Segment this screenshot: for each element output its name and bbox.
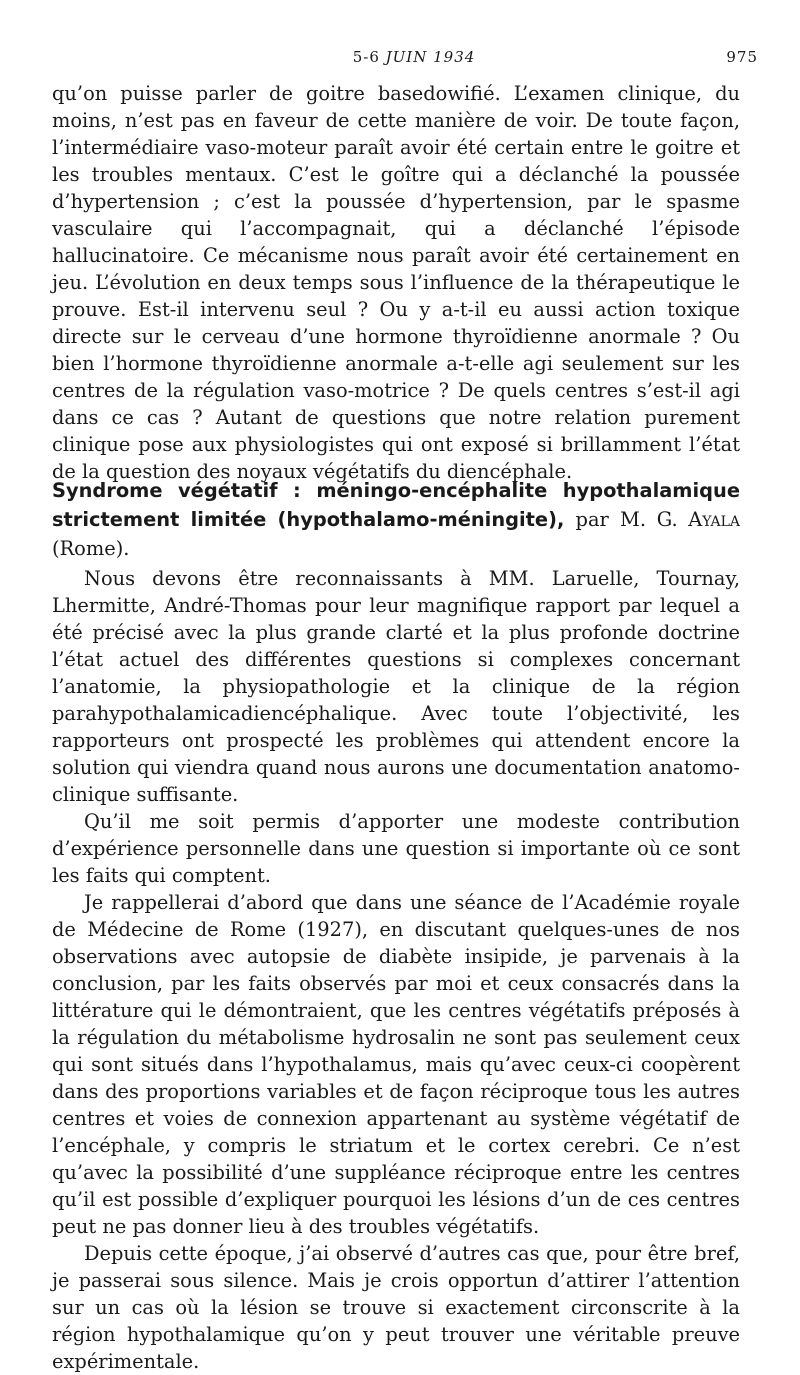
- section-paragraph: Je rappellerai d’abord que dans une séance de l’Académie royale de Médecine de Rome (1927), en discutant quelques-unes de nos observations avec autopsie de diabète insipide, je parvenais à la conclusion, par les faits observés par moi et ceux consacrés dans la littérature qui le démontraient, que les centres végétatifs préposés à la régulation du métabolisme hydrosalin ne sont pas seulement ceux qui sont situés dans l’hypothalamus, mais qu’avec ceux-ci coopèrent dans des proportions variables et de façon réciproque tous les autres centres et voies de connexion appartenant au système végétatif de l’encéphale, y compris le striatum et le cortex cerebri. Ce n’est qu’avec la possibilité d’une suppléance réciproque entre les centres qu’il est possible d’expliquer pourquoi les lésions d’un de ces centres peut ne pas donner lieu à des troubles végétatifs.: [52, 891, 740, 1238]
- section-title: Syndrome végétatif : méningo-encéphalite hypothalamique strictement limitée (hypothalamo-méningite),: [52, 479, 740, 531]
- issue-date-month: JUIN 1934: [385, 48, 476, 66]
- section-by: par: [575, 508, 609, 531]
- section-author: M. G. Ayala: [620, 508, 740, 531]
- running-head: [50, 48, 758, 68]
- section-paragraph: Nous devons être reconnaissants à MM. Laruelle, Tournay, Lhermitte, André-Thomas pour leur magnifique rapport par lequel a été précisé avec la plus grande clarté et la plus profonde doctrine l’état actuel des différentes questions si complexes concernant l’anatomie, la physiopathologie et la clinique de la région parahypothalamicadiencéphalique. Avec toute l’objectivité, les rapporteurs ont prospecté les problèmes qui attendent encore la solution qui viendra quand nous aurons une documentation anatomo-clinique suffisante.: [52, 567, 740, 806]
- issue-date-days: 5-6: [352, 48, 380, 66]
- section-paragraph: Depuis cette époque, j’ai observé d’autres cas que, pour être bref, je passerai sous silence. Mais je crois opportun d’attirer l’attention sur un cas où la lésion se trouve si exactement circonscrite à la région hypothalamique qu’on y peut trouver une véritable preuve expérimentale.: [52, 1242, 740, 1373]
- issue-date: [50, 48, 758, 66]
- continuation-paragraph-block: [52, 80, 740, 485]
- section-body: [52, 565, 740, 1375]
- page-number: 975: [726, 48, 758, 66]
- section-location: (Rome).: [52, 537, 130, 560]
- section-heading: [52, 476, 740, 563]
- section-paragraph: Qu’il me soit permis d’apporter une modeste contribution d’expérience personnelle dans une question si importante où ce sont les faits qui comptent.: [52, 810, 740, 887]
- continuation-paragraph: qu’on puisse parler de goitre basedowifié. L’examen clinique, du moins, n’est pas en faveur de cette manière de voir. De toute façon, l’intermédiaire vaso-moteur paraît avoir été certain entre le goitre et les troubles mentaux. C’est le goître qui a déclanché la poussée d’hypertension ; c’est la poussée d’hypertension, par le spasme vasculaire qui l’accompagnait, qui a déclanché l’épisode hallucinatoire. Ce mécanisme nous paraît avoir été certainement en jeu. L’évolution en deux temps sous l’influence de la thérapeutique le prouve. Est-il intervenu seul ? Ou y a-t-il eu aussi action toxique directe sur le cerveau d’une hormone thyroïdienne anormale ? Ou bien l’hormone thyroïdienne anormale a-t-elle agi seulement sur les centres de la régulation vaso-motrice ? De quels centres s’est-il agi dans ce cas ? Autant de questions que notre relation purement clinique pose aux physiologistes qui ont exposé si brillamment l’état de la question des noyaux végétatifs du diencéphale.: [52, 82, 740, 483]
